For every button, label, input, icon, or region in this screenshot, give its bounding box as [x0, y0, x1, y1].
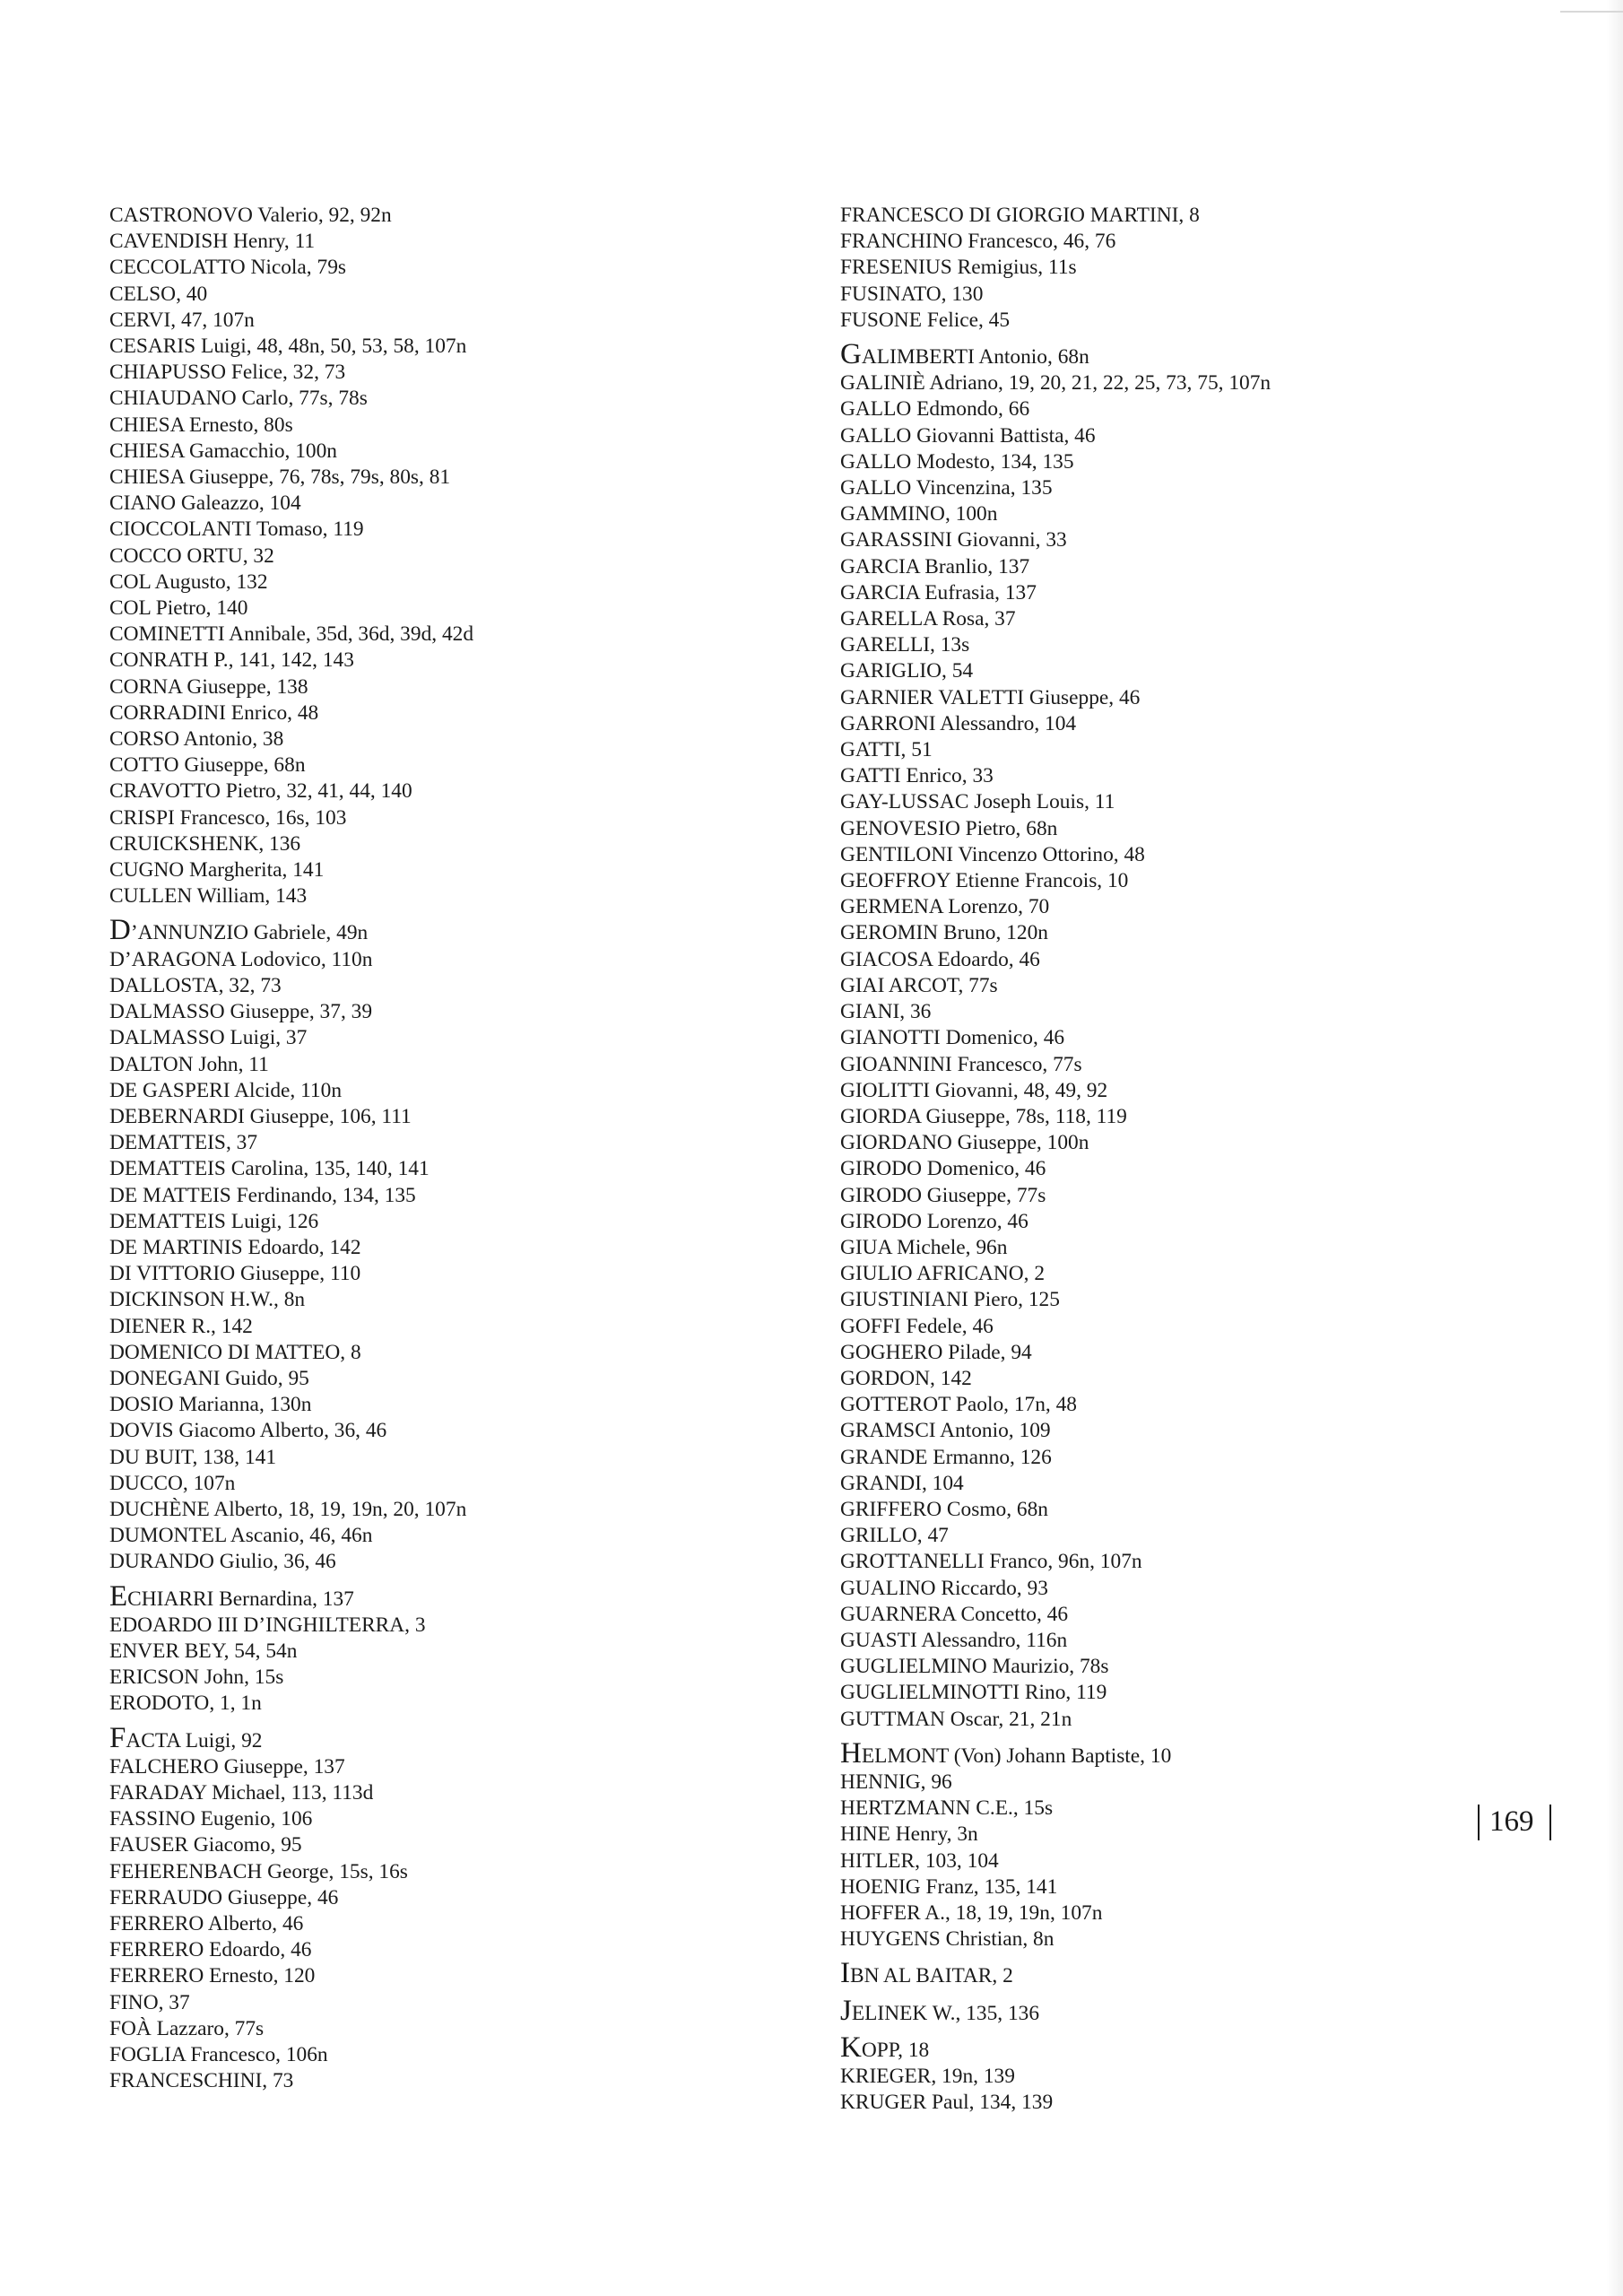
page-number-rule-right — [1549, 1805, 1551, 1840]
index-entry: FINO, 37 — [109, 1990, 190, 2014]
index-entry-text: ALIMBERTI Antonio, 68n — [861, 345, 1089, 370]
index-entry: CIANO Galeazzo, 104 — [109, 491, 301, 516]
index-entry: CONRATH P., 141, 142, 143 — [109, 648, 354, 673]
index-entry: FUSONE Felice, 45 — [840, 308, 1011, 332]
index-entry: DUMONTEL Ascanio, 46, 46n — [109, 1524, 373, 1548]
index-entry: COL Pietro, 140 — [109, 596, 248, 621]
index-entry: CRUICKSHENK, 136 — [109, 831, 301, 856]
index-entry: HOFFER A., 18, 19, 19n, 107n — [840, 1901, 1103, 1925]
index-entry — [109, 914, 473, 947]
index-entry: GARCIA Eufrasia, 137 — [840, 580, 1037, 604]
index-entry: GATTI, 51 — [840, 738, 933, 762]
section-initial: K — [840, 2031, 862, 2064]
index-entry: FERRERO Alberto, 46 — [109, 1912, 304, 1935]
index-entry: GOTTEROT Paolo, 17n, 48 — [840, 1393, 1078, 1417]
index-entry: GIANI, 36 — [840, 1000, 932, 1024]
index-entry: GIRODO Giuseppe, 77s — [840, 1183, 1046, 1207]
index-entry: DEMATTEIS, 37 — [109, 1131, 258, 1155]
index-entry: HOENIG Franz, 135, 141 — [840, 1874, 1058, 1899]
index-letter-group — [840, 2031, 1271, 2117]
index-entry: FRANCESCHINI, 73 — [109, 2069, 294, 2093]
index-entry: GRIFFERO Cosmo, 68n — [840, 1497, 1048, 1521]
index-entry: GRANDI, 104 — [840, 1471, 964, 1495]
index-letter-group — [109, 914, 473, 1575]
index-entry: GENOVESIO Pietro, 68n — [840, 816, 1058, 840]
index-entry: GEOFFROY Etienne Francois, 10 — [840, 869, 1129, 893]
index-entry: GALLO Edmondo, 66 — [840, 397, 1030, 422]
index-entry: DE MATTEIS Ferdinando, 134, 135 — [109, 1183, 416, 1207]
index-entry-text: ELMONT (Von) Johann Baptiste, 10 — [861, 1744, 1172, 1768]
index-entry: GORDON, 142 — [840, 1366, 972, 1390]
index-entry: FERRAUDO Giuseppe, 46 — [109, 1885, 339, 1909]
index-entry: FRESENIUS Remigius, 11s — [840, 256, 1077, 280]
index-entry: GARRONI Alessandro, 104 — [840, 711, 1077, 735]
index-entry: CHIAPUSSO Felice, 32, 73 — [109, 361, 346, 385]
index-entry: CULLEN William, 143 — [109, 884, 308, 909]
index-entry: KRIEGER, 19n, 139 — [840, 2065, 1015, 2089]
index-entry: GERMENA Lorenzo, 70 — [840, 895, 1050, 919]
index-entry: FRANCESCO DI GIORGIO MARTINI, 8 — [840, 204, 1200, 227]
index-entry: GOFFI Fedele, 46 — [840, 1314, 994, 1338]
index-entry: GUARNERA Concetto, 46 — [840, 1602, 1069, 1626]
index-entry: KRUGER Paul, 134, 139 — [840, 2091, 1054, 2115]
index-entry: DEBERNARDI Giuseppe, 106, 111 — [109, 1104, 412, 1128]
index-entry: CHIAUDANO Carlo, 77s, 78s — [109, 387, 368, 411]
index-entry: CORRADINI Enrico, 48 — [109, 700, 319, 725]
index-letter-group — [109, 1721, 473, 2095]
section-initial: E — [109, 1579, 128, 1613]
index-entry: CORNA Giuseppe, 138 — [109, 674, 308, 699]
index-entry-text: BN AL BAITAR, 2 — [850, 1964, 1013, 1988]
index-entry: FRANCHINO Francesco, 46, 76 — [840, 230, 1116, 254]
index-entry: DALMASSO Giuseppe, 37, 39 — [109, 1000, 373, 1024]
index-entry: GATTI Enrico, 33 — [840, 764, 994, 788]
section-initial: F — [109, 1721, 126, 1754]
index-entry: FASSINO Eugenio, 106 — [109, 1807, 313, 1831]
index-entry: GIOANNINI Francesco, 77s — [840, 1052, 1082, 1076]
index-entry: GUGLIELMINOTTI Rino, 119 — [840, 1681, 1107, 1705]
index-letter-group — [840, 1994, 1271, 2027]
index-entry: CHIESA Ernesto, 80s — [109, 413, 293, 437]
index-entry: FOGLIA Francesco, 106n — [109, 2043, 328, 2067]
index-entry: GALLO Giovanni Battista, 46 — [840, 423, 1096, 448]
index-entry: CAVENDISH Henry, 11 — [109, 230, 316, 254]
index-entry: ERICSON John, 15s — [109, 1665, 284, 1690]
index-entry: GARIGLIO, 54 — [840, 659, 974, 683]
index-entry: GROTTANELLI Franco, 96n, 107n — [840, 1550, 1142, 1574]
index-entry: GAMMINO, 100n — [840, 502, 998, 526]
index-entry: GIACOSA Edoardo, 46 — [840, 947, 1040, 971]
index-entry: GARCIA Branlio, 137 — [840, 554, 1030, 578]
index-entry: GALINIÈ Adriano, 19, 20, 21, 22, 25, 73, 75, 107n — [840, 371, 1271, 396]
index-entry: CHIESA Giuseppe, 76, 78s, 79s, 80s, 81 — [109, 465, 451, 490]
index-entry: DE GASPERI Alcide, 110n — [109, 1078, 343, 1102]
page-edge-mark — [1560, 11, 1623, 13]
index-entry: CHIESA Gamacchio, 100n — [109, 439, 338, 463]
index-entry: CIOCCOLANTI Tomaso, 119 — [109, 517, 364, 542]
index-entry: CASTRONOVO Valerio, 92, 92n — [109, 204, 392, 227]
section-initial: J — [840, 1994, 852, 2027]
index-entry: GIULIO AFRICANO, 2 — [840, 1262, 1046, 1286]
index-entry: DI VITTORIO Giuseppe, 110 — [109, 1262, 361, 1286]
page-number: 169 — [1489, 1805, 1534, 1838]
index-entry: GARASSINI Giovanni, 33 — [840, 528, 1067, 552]
index-entry: COCCO ORTU, 32 — [109, 544, 274, 568]
index-entry: GALLO Vincenzina, 135 — [840, 476, 1053, 500]
section-initial: H — [840, 1736, 862, 1770]
index-entry: CRAVOTTO Pietro, 32, 41, 44, 140 — [109, 779, 412, 804]
index-letter-group — [109, 203, 473, 909]
index-entry: DOMENICO DI MATTEO, 8 — [109, 1340, 361, 1364]
index-entry: GENTILONI Vincenzo Ottorino, 48 — [840, 842, 1145, 866]
section-initial: D — [109, 914, 131, 947]
index-entry: GIUA Michele, 96n — [840, 1235, 1008, 1259]
index-entry: DALLOSTA, 32, 73 — [109, 973, 282, 997]
index-entry: DALMASSO Luigi, 37 — [109, 1026, 308, 1050]
index-entry: FUSINATO, 130 — [840, 282, 984, 306]
index-entry: GIRODO Lorenzo, 46 — [840, 1209, 1028, 1233]
index-entry: GALLO Modesto, 134, 135 — [840, 449, 1074, 474]
index-entry: DOSIO Marianna, 130n — [109, 1393, 312, 1417]
index-entry: GIAI ARCOT, 77s — [840, 973, 998, 997]
index-entry: GIUSTINIANI Piero, 125 — [840, 1288, 1060, 1312]
index-entry — [840, 1957, 1271, 1990]
index-entry — [840, 1736, 1271, 1770]
index-entry: HERTZMANN C.E., 15s — [840, 1796, 1054, 1821]
index-entry: GIOLITTI Giovanni, 48, 49, 92 — [840, 1078, 1108, 1102]
index-entry: GIRODO Domenico, 46 — [840, 1157, 1046, 1181]
index-entry — [109, 1721, 473, 1754]
index-letter-group — [840, 338, 1271, 1733]
index-entry: CERVI, 47, 107n — [109, 308, 255, 332]
index-entry: FARADAY Michael, 113, 113d — [109, 1780, 374, 1805]
index-entry: GARELLA Rosa, 37 — [840, 607, 1016, 631]
index-entry: HINE Henry, 3n — [840, 1822, 978, 1847]
index-entry: FOÀ Lazzaro, 77s — [109, 2016, 265, 2040]
index-entry-text: OPP, 18 — [861, 2038, 930, 2062]
index-entry: CESARIS Luigi, 48, 48n, 50, 53, 58, 107n — [109, 335, 467, 359]
index-entry: HUYGENS Christian, 8n — [840, 1927, 1055, 1952]
index-entry: ENVER BEY, 54, 54n — [109, 1639, 298, 1663]
index-entry-text: ELINEK W., 135, 136 — [851, 2001, 1040, 2025]
index-entry: FAUSER Giacomo, 95 — [109, 1833, 302, 1857]
index-entry: HENNIG, 96 — [840, 1770, 952, 1794]
index-entry: DU BUIT, 138, 141 — [109, 1445, 277, 1469]
index-entry — [109, 1579, 473, 1613]
index-entry: FERRERO Ernesto, 120 — [109, 1964, 316, 1988]
index-entry: GIORDANO Giuseppe, 100n — [840, 1131, 1089, 1155]
index-entry: DIENER R., 142 — [109, 1314, 253, 1338]
index-entry: D’ARAGONA Lodovico, 110n — [109, 947, 373, 971]
index-entry-text: CHIARRI Bernardina, 137 — [127, 1587, 354, 1611]
index-entry: FERRERO Edoardo, 46 — [109, 1938, 312, 1962]
section-initial: I — [840, 1957, 850, 1990]
page-edge — [1607, 0, 1623, 2296]
index-letter-group — [109, 1579, 473, 1718]
index-column-right — [840, 203, 1271, 2116]
index-entry — [840, 2031, 1271, 2064]
index-entry: GIANOTTI Domenico, 46 — [840, 1026, 1065, 1050]
index-entry: DE MARTINIS Edoardo, 142 — [109, 1235, 361, 1259]
index-entry: GIORDA Giuseppe, 78s, 118, 119 — [840, 1104, 1127, 1128]
index-entry: GARNIER VALETTI Giuseppe, 46 — [840, 685, 1141, 709]
index-entry: DOVIS Giacomo Alberto, 36, 46 — [109, 1419, 387, 1443]
index-entry: DALTON John, 11 — [109, 1052, 269, 1076]
index-entry: CRISPI Francesco, 16s, 103 — [109, 805, 347, 830]
index-letter-group — [840, 1957, 1271, 1990]
index-entry-text: ’ANNUNZIO Gabriele, 49n — [130, 921, 369, 945]
index-entry: GUGLIELMINO Maurizio, 78s — [840, 1655, 1109, 1679]
index-entry: DUCHÈNE Alberto, 18, 19, 19n, 20, 107n — [109, 1497, 467, 1521]
index-entry: COL Augusto, 132 — [109, 570, 268, 594]
index-entry: CELSO, 40 — [109, 282, 208, 306]
index-entry: EDOARDO III D’INGHILTERRA, 3 — [109, 1613, 426, 1637]
index-entry: GOGHERO Pilade, 94 — [840, 1340, 1032, 1364]
index-entry: GUTTMAN Oscar, 21, 21n — [840, 1707, 1072, 1731]
index-entry: DONEGANI Guido, 95 — [109, 1366, 309, 1390]
index-entry — [840, 338, 1271, 371]
index-entry: ERODOTO, 1, 1n — [109, 1692, 262, 1716]
index-entry: DURANDO Giulio, 36, 46 — [109, 1550, 336, 1574]
index-entry — [840, 1994, 1271, 2027]
index-entry: CORSO Antonio, 38 — [109, 727, 284, 752]
index-entry-text: ACTA Luigi, 92 — [126, 1728, 263, 1752]
index-entry: GEROMIN Bruno, 120n — [840, 921, 1048, 945]
index-entry: COMINETTI Annibale, 35d, 36d, 39d, 42d — [109, 622, 474, 647]
index-entry: GRANDE Ermanno, 126 — [840, 1445, 1052, 1469]
index-entry: FALCHERO Giuseppe, 137 — [109, 1754, 345, 1779]
index-entry: CUGNO Margherita, 141 — [109, 858, 325, 883]
index-letter-group — [840, 1736, 1271, 1953]
index-entry: GARELLI, 13s — [840, 633, 970, 657]
page-number-rule-left — [1478, 1805, 1480, 1840]
index-entry: GRAMSCI Antonio, 109 — [840, 1419, 1051, 1443]
index-entry: GRILLO, 47 — [840, 1524, 949, 1548]
index-entry: CECCOLATTO Nicola, 79s — [109, 256, 346, 280]
index-entry: GUASTI Alessandro, 116n — [840, 1628, 1068, 1652]
index-entry: COTTO Giuseppe, 68n — [109, 753, 306, 778]
index-entry: DUCCO, 107n — [109, 1471, 236, 1495]
index-entry: FEHERENBACH George, 15s, 16s — [109, 1859, 408, 1883]
index-entry: DEMATTEIS Carolina, 135, 140, 141 — [109, 1157, 430, 1181]
index-entry: HITLER, 103, 104 — [840, 1848, 999, 1873]
index-entry: GAY-LUSSAC Joseph Louis, 11 — [840, 790, 1115, 814]
index-letter-group — [840, 203, 1271, 334]
index-entry: GUALINO Riccardo, 93 — [840, 1576, 1048, 1600]
section-initial: G — [840, 338, 862, 371]
index-entry: DICKINSON H.W., 8n — [109, 1288, 306, 1312]
index-column-left — [109, 203, 473, 2094]
index-entry: DEMATTEIS Luigi, 126 — [109, 1209, 319, 1233]
